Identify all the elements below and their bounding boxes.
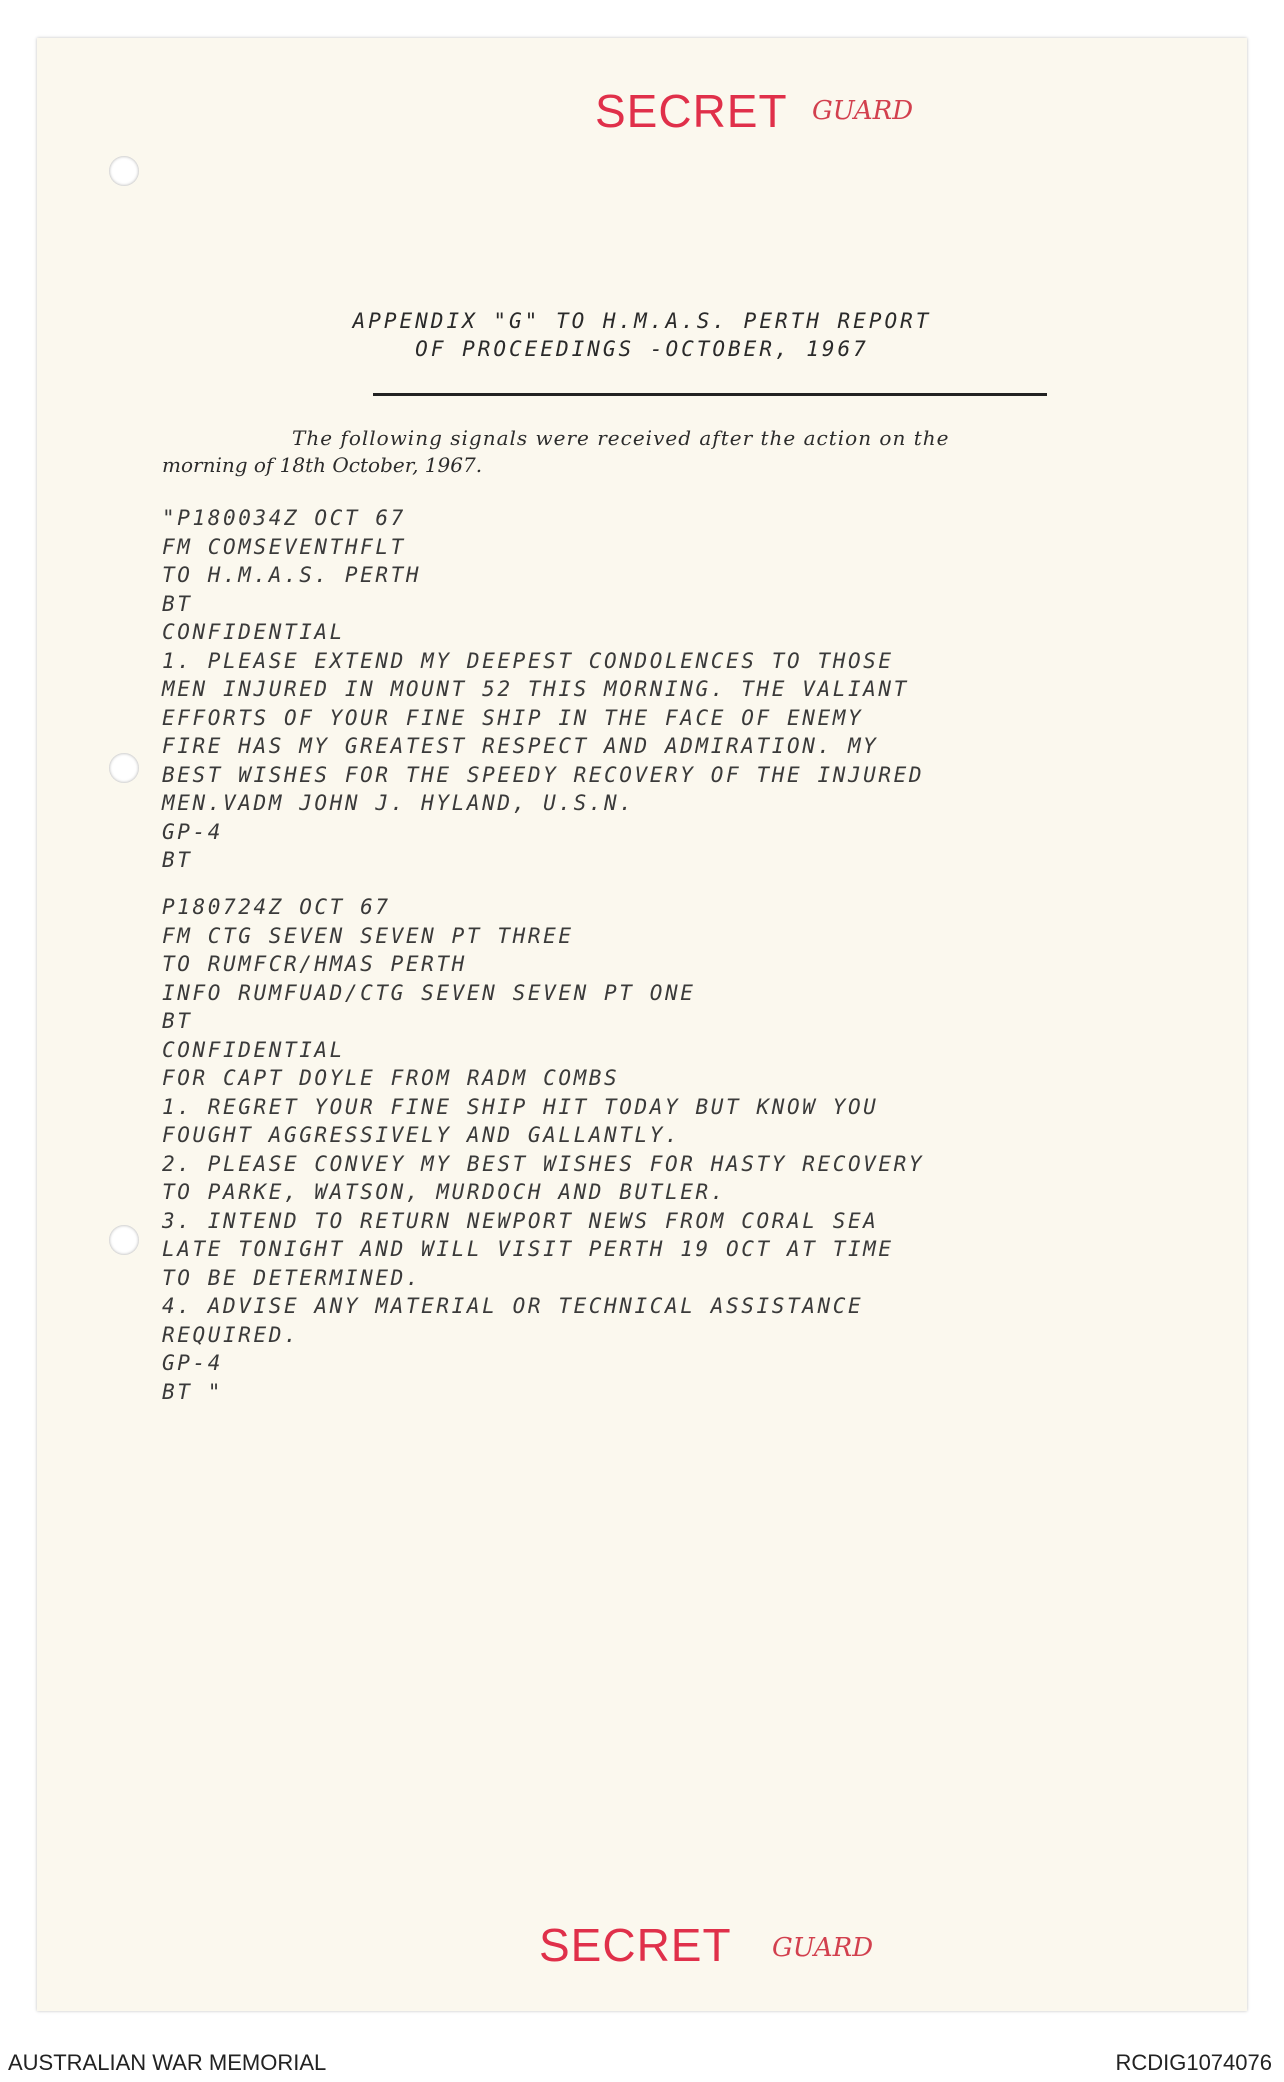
signal-line: BT	[162, 848, 193, 872]
signal-line: FOR CAPT DOYLE FROM RADM COMBS	[162, 1066, 620, 1090]
signal-line: P180724Z OCT 67	[162, 895, 391, 919]
signal-comseventhflt	[162, 504, 1252, 875]
signal-line: TO RUMFCR/HMAS PERTH	[162, 952, 467, 976]
signal-line: EFFORTS OF YOUR FINE SHIP IN THE FACE OF ENEMY	[162, 705, 864, 730]
signal-line: LATE TONIGHT AND WILL VISIT PERTH 19 OCT AT TIME	[162, 1237, 894, 1261]
handwritten-guard-bottom: GUARD	[772, 1933, 874, 1963]
document-page	[37, 38, 1247, 2011]
signal-line: FM COMSEVENTHFLT	[162, 534, 406, 559]
signal-line: MEN INJURED IN MOUNT 52 THIS MORNING. THE VALIANT	[162, 677, 909, 701]
footer-archive-name: AUSTRALIAN WAR MEMORIAL	[8, 2050, 327, 2075]
signal-line: TO H.M.A.S. PERTH	[162, 563, 422, 587]
signal-line: FM CTG SEVEN SEVEN PT THREE	[162, 923, 574, 948]
signal-line: FIRE HAS MY GREATEST RESPECT AND ADMIRATION. MY	[162, 734, 879, 758]
signal-line: "P180034Z OCT 67	[162, 506, 406, 530]
signal-line: FOUGHT AGGRESSIVELY AND GALLANTLY.	[162, 1123, 681, 1147]
appendix-heading-line1: APPENDIX "G" TO H.M.A.S. PERTH REPORT	[352, 309, 932, 333]
signal-line: 4. ADVISE ANY MATERIAL OR TECHNICAL ASSISTANCE	[162, 1294, 864, 1318]
signal-line: MEN.VADM JOHN J. HYLAND, U.S.N.	[162, 791, 635, 815]
signal-line: BT	[162, 591, 193, 616]
signal-line: BT	[162, 1009, 193, 1033]
signal-line: CONFIDENTIAL	[162, 1037, 345, 1062]
heading-underline	[373, 393, 1047, 396]
secret-stamp-bottom: SECRET	[539, 1919, 732, 1971]
signal-line: GP-4	[162, 819, 223, 844]
signal-line: 2. PLEASE CONVEY MY BEST WISHES FOR HASTY RECOVERY	[162, 1151, 925, 1176]
intro-line-1: The following signals were received after the action on the	[292, 426, 950, 450]
appendix-heading-line2: OF PROCEEDINGS -OCTOBER, 1967	[415, 337, 869, 361]
signal-line: CONFIDENTIAL	[162, 620, 345, 644]
signal-line: TO BE DETERMINED.	[162, 1265, 422, 1290]
punch-hole-bottom	[109, 1225, 139, 1255]
signal-line: INFO RUMFUAD/CTG SEVEN SEVEN PT ONE	[162, 980, 696, 1005]
handwritten-guard-top: GUARD	[812, 96, 914, 126]
signal-line: GP-4	[162, 1351, 223, 1375]
signal-line: 1. REGRET YOUR FINE SHIP HIT TODAY BUT KNOW YOU	[162, 1094, 879, 1119]
punch-hole-top	[109, 156, 139, 186]
secret-stamp-top: SECRET	[595, 85, 788, 137]
signal-line: 1. PLEASE EXTEND MY DEEPEST CONDOLENCES TO THOSE	[162, 648, 894, 673]
intro-paragraph	[162, 425, 1142, 479]
signal-line: REQUIRED.	[162, 1322, 300, 1347]
signal-line: BEST WISHES FOR THE SPEEDY RECOVERY OF THE INJURED	[162, 762, 925, 787]
signal-line: TO PARKE, WATSON, MURDOCH AND BUTLER.	[162, 1180, 726, 1204]
footer-record-id: RCDIG1074076	[1115, 2050, 1272, 2075]
punch-hole-middle	[109, 753, 139, 783]
signal-ctg-77-3	[162, 893, 1252, 1406]
signal-line: BT "	[162, 1379, 223, 1404]
intro-line-2: morning of 18th October, 1967.	[162, 453, 483, 477]
signal-line: 3. INTEND TO RETURN NEWPORT NEWS FROM CORAL SEA	[162, 1208, 879, 1233]
